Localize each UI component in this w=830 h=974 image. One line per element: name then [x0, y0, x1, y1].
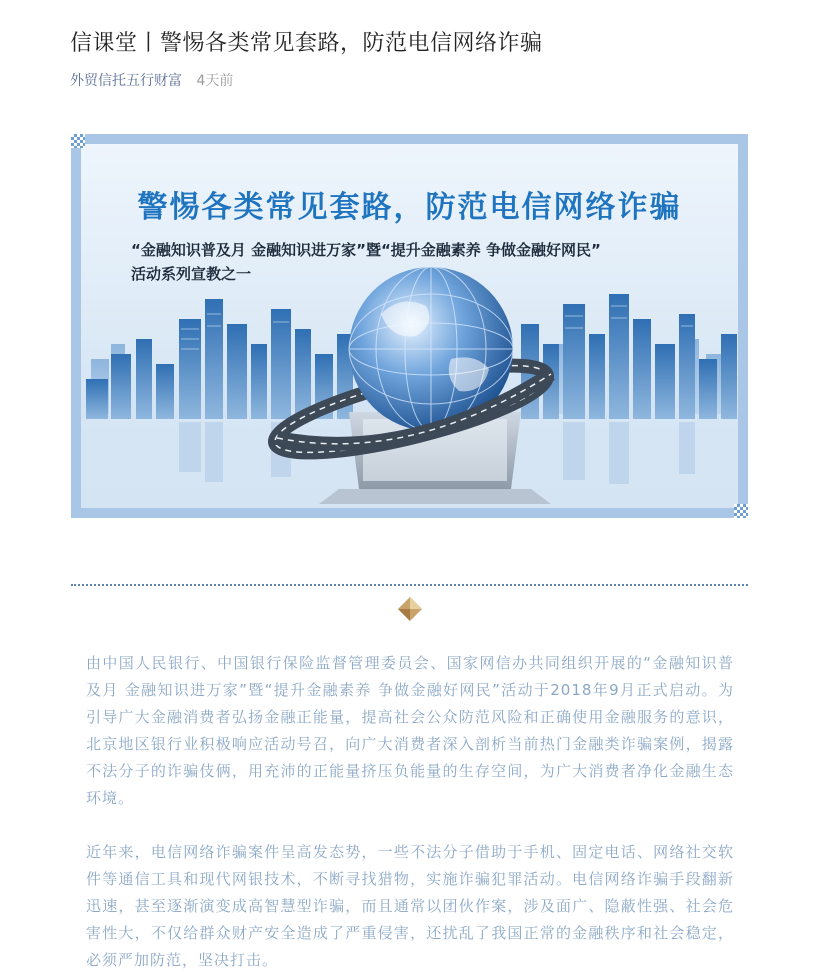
diamond-ornament-icon — [398, 597, 422, 621]
banner-subtitle-line-2: 活动系列宣教之一 — [131, 265, 252, 283]
banner-artwork — [81, 144, 738, 508]
banner-headline: 警惕各类常见套路，防范电信网络诈骗 — [137, 190, 682, 225]
account-name-link[interactable]: 外贸信托五行财富 — [70, 73, 182, 89]
publish-time: 4天前 — [196, 73, 234, 89]
article-title: 信课堂丨警惕各类常见套路，防范电信网络诈骗 — [70, 31, 543, 56]
body-paragraph-2: 近年来，电信网络诈骗案件呈高发态势，一些不法分子借助于手机、固定电话、网络社交软件等通信工具和现代网银技术，不断寻找猎物，实施诈骗犯罪活动。电信网络诈骗手段翻新迅速，甚至逐渐演变成高智慧型诈骗，而且通常以团伙作案，涉及面广、隐蔽性强、社会危害性大，不仅给群众财产安全造成了严重侵害，还扰乱了我国正常的金融秩序和社会稳定，必须严加防范，坚决打击。 — [86, 843, 734, 969]
frame-corner-pattern — [734, 504, 748, 518]
banner-image — [71, 134, 748, 518]
banner-subtitle-line-1: “金融知识普及月 金融知识进万家”暨“提升金融素养 争做金融好网民” — [131, 241, 601, 259]
frame-corner-pattern — [71, 134, 85, 148]
article-meta — [70, 71, 233, 91]
banner-subtitle — [131, 238, 721, 286]
body-paragraph-1: 由中国人民银行、中国银行保险监督管理委员会、国家网信办共同组织开展的“金融知识普及月 金融知识进万家”暨“提升金融素养 争做金融好网民”活动于2018年9月正式启动。为引导广大金融消费者弘扬金融正能量，提高社会公众防范风险和正确使用金融服务的意识，北京地区银行业积极响应活动号召，向广大消费者深入剖析当前热门金融类诈骗案例，揭露不法分子的诈骗伎俩，用充沛的正能量挤压负能量的生存空间，为广大消费者净化金融生态环境。 — [86, 654, 734, 807]
dotted-divider — [71, 584, 748, 586]
